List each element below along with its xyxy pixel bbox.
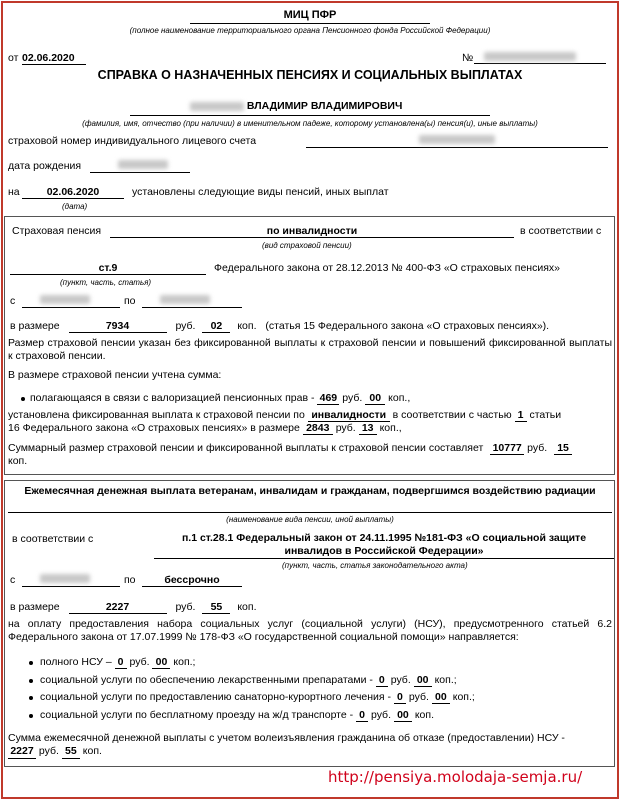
edv-according: в соответствии с [12,533,94,545]
on-date: 02.06.2020 [22,186,124,199]
pension-type-caption: (вид страховой пенсии) [262,241,352,250]
date-prefix: от [8,52,19,64]
pension-fixed-row1: установлена фиксированная выплата к страховой пенсии по инвалидности в соответствии с частью 1 статьи [8,409,562,421]
pension-article: ст.9 [10,262,206,275]
pension-para2: В размере страховой пенсии учтена сумма: [8,369,222,381]
org-name: МИЦ ПФР [283,9,337,21]
issue-date: 02.06.2020 [22,52,86,65]
edv-title: Ежемесячная денежная выплата ветеранам, инвалидам и гражданам, подвергшимся воздействию радиации [24,485,596,497]
nsu-item: социальной услуги по бесплатному проезду на ж/д транспорте - 0 руб. 00 коп. [40,708,434,721]
bullet-icon [29,679,33,683]
pension-label: Страховая пенсия [12,225,102,237]
watermark-url: http://pensiya.molodaja-semja.ru/ [328,768,583,786]
snils-value [306,135,608,148]
pension-total-row: Суммарный размер страховой пенсии и фиксированной выплаты к страховой пенсии составляет 10777 руб. 15 [8,442,572,455]
edv-law-underline [154,558,614,559]
pension-amount-row: в размере 7934 руб. 02 коп. (статья 15 Федерального закона «О страховых пенсиях»). [10,320,550,332]
pension-fixed-row2: 16 Федерального закона «О страховых пенсиях» в размере 2843 руб. 13 коп., [8,422,402,434]
established-text: установлены следующие виды пенсий, иных выплат [132,186,389,198]
bullet-icon [29,714,33,718]
edv-from-label: с [10,574,16,586]
edv-to-label: по [124,574,136,586]
bullet-icon [21,397,25,401]
pension-para1: Размер страховой пенсии указан без фиксированной выплаты к страховой пенсии и повышений фиксированной выплаты к страховой пенсии. [8,337,612,362]
date-caption: (дата) [62,202,88,211]
nsu-item: полного НСУ – 0 руб. 00 коп.; [40,656,196,668]
full-name: ВЛАДИМИР ВЛАДИМИРОВИЧ [190,100,402,112]
bullet-icon [29,696,33,700]
doc-number [474,52,606,64]
edv-from-value [22,574,120,587]
pension-law: Федерального закона от 28.12.2013 № 400-ФЗ «О страховых пенсиях» [214,262,560,274]
pension-article-caption: (пункт, часть, статья) [60,278,152,287]
edv-law-caption: (пункт, часть, статья законодательного акта) [282,561,468,570]
edv-summary-row: Сумма ежемесячной денежной выплаты с учетом волеизъявления гражданина об отказе (предоставлении) НСУ - 2227 руб. 55 коп. [8,732,565,757]
edv-to-value: бессрочно [142,574,242,587]
pension-from-value [22,295,120,308]
edv-nsu-text: на оплату предоставления набора социальных услуг (социальной услуги) (НСУ), предусмотренного статьей 6.2 Федерального закона от 17.07.1999 № 178-ФЗ «О государственной социальной помощи» направляется: [8,618,612,643]
nsu-item: социальной услуги по обеспечению лекарственными препаратами - 0 руб. 00 коп.; [40,673,457,686]
snils-label: страховой номер индивидуального лицевого счета [8,135,257,147]
birth-value [90,160,190,173]
nsu-item: социальной услуги по предоставлению санаторно-курортного лечения - 0 руб. 00 коп.; [40,691,475,703]
pension-to-value [142,295,242,308]
pension-total-kop: коп. [8,455,28,467]
edv-title-underline [8,512,612,513]
org-caption: (полное наименование территориального органа Пенсионного фонда Российской Федерации) [129,26,491,35]
birth-label: дата рождения [8,160,82,172]
bullet-icon [29,661,33,665]
pension-according: в соответствии с [520,225,602,237]
pension-valor-row: полагающаяся в связи с валоризацией пенсионных прав - 469 руб. 00 коп., [30,392,411,404]
doc-title: СПРАВКА О НАЗНАЧЕННЫХ ПЕНСИЯХ И СОЦИАЛЬНЫХ ВЫПЛАТАХ [97,68,523,82]
org-underline [190,23,430,24]
edv-law: п.1 ст.28.1 Федеральный закон от 24.11.1995 №181-ФЗ «О социальной защите инвалидов в Российской Федерации» [181,532,587,557]
edv-amount-row: в размере 2227 руб. 55 коп. [10,601,257,613]
on-label: на [8,186,20,198]
edv-title-caption: (наименование вида пенсии, иной выплаты) [226,515,394,524]
name-underline [130,115,490,116]
pension-type: по инвалидности [110,225,514,238]
name-caption: (фамилия, имя, отчество (при наличии) в именительном падеже, которому установлена(ы) пенсия(и), иные выплаты) [82,119,538,128]
number-prefix: № [462,52,474,64]
pension-from-label: с [10,295,16,307]
pension-to-label: по [124,295,136,307]
